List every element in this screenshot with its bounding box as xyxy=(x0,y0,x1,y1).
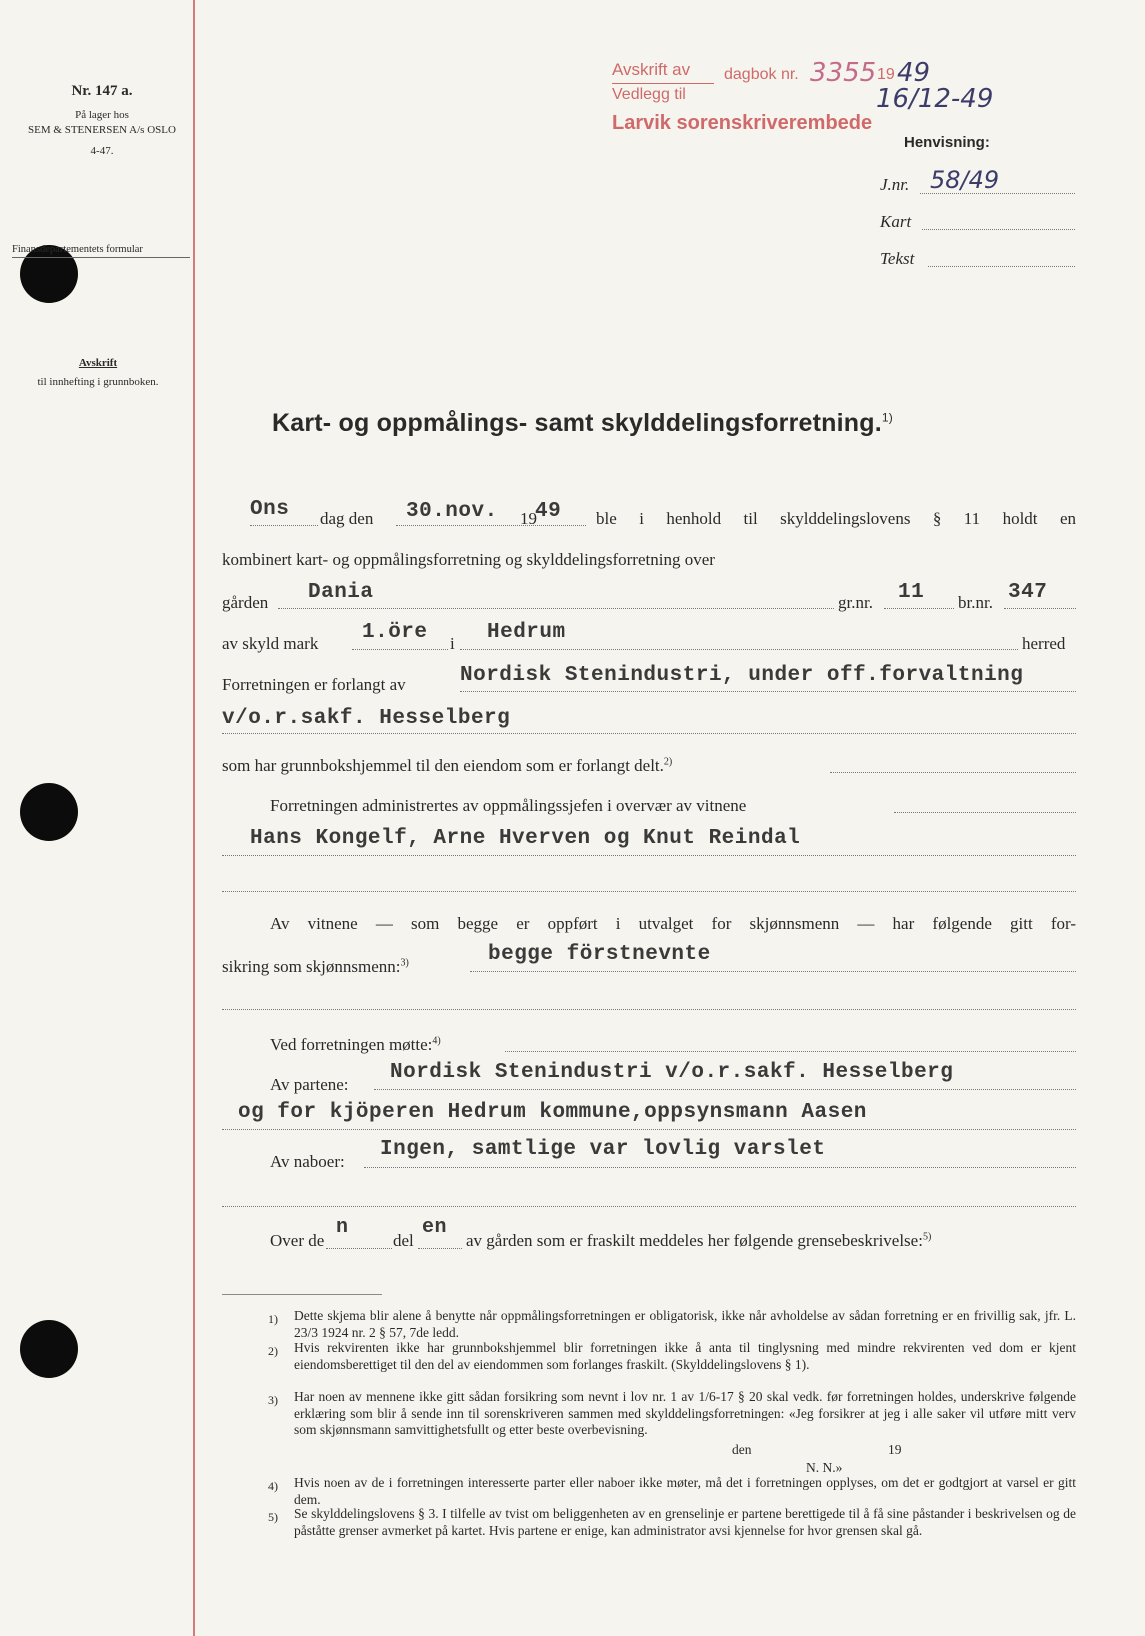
skyld-line xyxy=(352,648,448,650)
forlangt-line1 xyxy=(460,690,1076,692)
jnr-label: J.nr. xyxy=(880,175,910,194)
naboer-line xyxy=(364,1166,1076,1168)
tekst-line xyxy=(928,265,1075,267)
motte-dotline xyxy=(505,1050,1076,1052)
form-info xyxy=(22,84,182,159)
motte-line xyxy=(270,1035,441,1055)
dag-den-label: dag den xyxy=(320,509,374,528)
footnote-2-num: 2) xyxy=(268,1344,278,1358)
naboer-label: Av naboer: xyxy=(270,1152,345,1171)
footnote-3-year: 19 xyxy=(888,1442,902,1457)
over-line2 xyxy=(418,1247,462,1249)
vitner-label: sikring som skjønnsmenn: xyxy=(222,957,401,976)
year-prefix: 19 xyxy=(520,509,537,528)
stamp-office: Larvik sorenskriverembede xyxy=(612,112,873,134)
over-line1 xyxy=(326,1247,392,1249)
footnote-3-nn: N. N.» xyxy=(806,1460,843,1475)
vitner-line2 xyxy=(222,957,409,977)
vitner-line3 xyxy=(222,1008,1076,1010)
hjemmel-dotline xyxy=(830,771,1076,773)
footnote-2-text: Hvis rekvirenten ikke har grunnbokshjemmel blir forretningen ikke å anta til tinglysning med mindre rekvirenten ved dom er kjent eiendomsberettiget til den del av eiendommen som forlanges fraskilt. (Skylddelingslovens § 1). xyxy=(294,1340,1076,1372)
kart-label: Kart xyxy=(880,212,912,231)
jnr-line xyxy=(920,192,1075,194)
footnote-1-text: Dette skjema blir alene å benytte når oppmålingsforretningen er obligatorisk, ikke når avholdelse av sådan forretning er en frivillig sak, jfr. L. 23/3 1924 nr. 2 § 57, 7de ledd. xyxy=(294,1308,1076,1340)
naboer-value: Ingen, samtlige var lovlig varslet xyxy=(380,1138,826,1161)
partene-line2 xyxy=(222,1128,1076,1130)
line1-rest: ble i henhold til skylddelingslovens § 11 holdt en xyxy=(596,509,1076,528)
avskrift-note: til innhefting i grunnboken. xyxy=(37,376,159,388)
date-value: 30.nov. xyxy=(406,500,498,523)
footnote-rule xyxy=(222,1293,382,1295)
over-rest-line xyxy=(466,1231,931,1251)
punch-hole xyxy=(20,1320,78,1378)
kart-line xyxy=(922,228,1075,230)
skyld-label: av skyld mark xyxy=(222,634,319,653)
title-text: Kart- og oppmålings- samt skylddelingsforretning. xyxy=(272,409,882,437)
over-rest: av gården som er fraskilt meddeles her følgende grensebeskrivelse: xyxy=(466,1231,923,1250)
admin-dotline xyxy=(894,811,1076,813)
brnr-line xyxy=(1004,607,1076,609)
stamp-dagbok-number: 3355 xyxy=(810,58,877,88)
over-label: Over de xyxy=(270,1231,325,1250)
stamp-dagbok-label: dagbok nr. xyxy=(724,66,799,83)
publisher-line1: På lager hos xyxy=(75,109,129,121)
footnote-1-num: 1) xyxy=(268,1312,278,1326)
margin-rule xyxy=(193,0,195,1636)
herred-label: herred xyxy=(1022,634,1066,653)
witnesses-value: Hans Kongelf, Arne Hverven og Knut Reindal xyxy=(250,827,801,850)
reference-heading: Henvisning: xyxy=(904,134,990,151)
document-title xyxy=(272,409,893,438)
footnote-4-num: 4) xyxy=(268,1479,278,1493)
partene-value2: og for kjöperen Hedrum kommune,oppsynsmann Aasen xyxy=(238,1101,867,1124)
forlangt-line2 xyxy=(222,732,1076,734)
stamp-line1: Avskrift av xyxy=(612,60,691,79)
motte-label: Ved forretningen møtte: xyxy=(270,1035,433,1054)
garden-label: gården xyxy=(222,593,269,612)
vitner-value: begge förstnevnte xyxy=(488,943,711,966)
forlangt-label: Forretningen er forlangt av xyxy=(222,675,406,694)
ministry-label: Finansdepartementets formular xyxy=(12,242,190,258)
footnote-5-num: 5) xyxy=(268,1510,278,1524)
skyld-value: 1.öre xyxy=(362,621,428,644)
vitner-dotline xyxy=(470,970,1076,972)
vitner-note: 3) xyxy=(400,957,409,969)
over-note: 5) xyxy=(922,1231,932,1243)
footnote-5-text: Se skylddelingslovens § 3. I tilfelle av tvist om beliggenheten av en grenselinje er partene berettigede til å få sine påstander i beskrivelsen og de påståtte grenser avmerket på kartet. Hvis partene er enige, kan administrator avsi kjennelse for hvor grensen skal gå. xyxy=(294,1506,1076,1538)
naboer-line2 xyxy=(222,1205,1076,1207)
year-suffix: 49 xyxy=(535,500,562,523)
hjemmel-note: 2) xyxy=(663,756,673,768)
admin-line: Forretningen administrertes av oppmålingssjefen i overvær av vitnene xyxy=(270,796,747,815)
punch-hole xyxy=(20,783,78,841)
publisher-line2: SEM & STENERSEN A/s OSLO xyxy=(28,124,176,136)
line2-text: kombinert kart- og oppmålingsforretning og skylddelingsforretning over xyxy=(222,550,715,569)
forlangt-value2: v/o.r.sakf. Hesselberg xyxy=(222,707,511,730)
partene-value1: Nordisk Stenindustri v/o.r.sakf. Hesselberg xyxy=(390,1061,954,1084)
footnote-3-num: 3) xyxy=(268,1393,278,1407)
grnr-value: 11 xyxy=(898,581,925,604)
stamp-line2: Vedlegg til xyxy=(612,86,686,103)
witnesses-line2 xyxy=(222,890,1076,892)
witnesses-line xyxy=(222,854,1076,856)
footnote-3-den: den xyxy=(732,1442,752,1457)
motte-note: 4) xyxy=(432,1035,441,1047)
grnr-label: gr.nr. xyxy=(838,593,873,612)
brnr-value: 347 xyxy=(1008,581,1048,604)
herred-line xyxy=(460,648,1018,650)
brnr-label: br.nr. xyxy=(958,593,993,612)
herred-value: Hedrum xyxy=(487,621,566,644)
jnr-value: 58/49 xyxy=(930,166,1000,194)
day-line xyxy=(250,524,318,526)
stamp-year-suffix: 49 xyxy=(897,58,931,88)
del-label: del xyxy=(393,1231,414,1250)
partene-label: Av partene: xyxy=(270,1075,349,1094)
tekst-label: Tekst xyxy=(880,249,915,268)
hjemmel-text: som har grunnbokshjemmel til den eiendom som er forlangt delt. xyxy=(222,756,664,775)
stamp-underline xyxy=(612,83,714,84)
hjemmel-line xyxy=(222,756,672,776)
footnote-4-text: Hvis noen av de i forretningen interesserte parter eller naboer ikke møter, må det i forretningen opplyses, om det er godtgjort at varsel er gitt dem. xyxy=(294,1475,1076,1507)
title-note: 1) xyxy=(881,410,893,425)
vitner-line1: Av vitnene — som begge er oppført i utvalget for skjønnsmenn — har følgende gitt for- xyxy=(270,914,1076,933)
over-fill2: en xyxy=(422,1216,448,1239)
over-fill1: n xyxy=(336,1216,349,1239)
partene-line1 xyxy=(374,1088,1076,1090)
garden-line xyxy=(278,607,834,609)
avskrift-block xyxy=(12,356,184,390)
form-number: Nr. 147 a. xyxy=(71,83,133,99)
i-label: i xyxy=(450,634,455,653)
avskrift-label: Avskrift xyxy=(78,357,118,369)
stamp-year-prefix: 19 xyxy=(877,66,895,83)
footnote-3-text: Har noen av mennene ikke gitt sådan forsikring som nevnt i lov nr. 1 av 1/6-17 § 20 skal vedk. før forretningen holdes, underskrive følgende erklæring som blir å sende inn til sorenskriveren sammen med skylddelingsforretningen: «Jeg forsikrer at jeg i alle saker vil utføre mitt verv som skjønnsmann samvittighetsfullt og etter beste overbevisning. xyxy=(294,1389,1076,1437)
date-line xyxy=(396,524,586,526)
day-value: Ons xyxy=(250,498,290,521)
forlangt-value1: Nordisk Stenindustri, under off.forvaltning xyxy=(460,664,1024,687)
garden-value: Dania xyxy=(308,581,374,604)
edition: 4-47. xyxy=(90,145,114,157)
grnr-line xyxy=(884,607,954,609)
stamp-date: 16/12-49 xyxy=(876,84,994,114)
